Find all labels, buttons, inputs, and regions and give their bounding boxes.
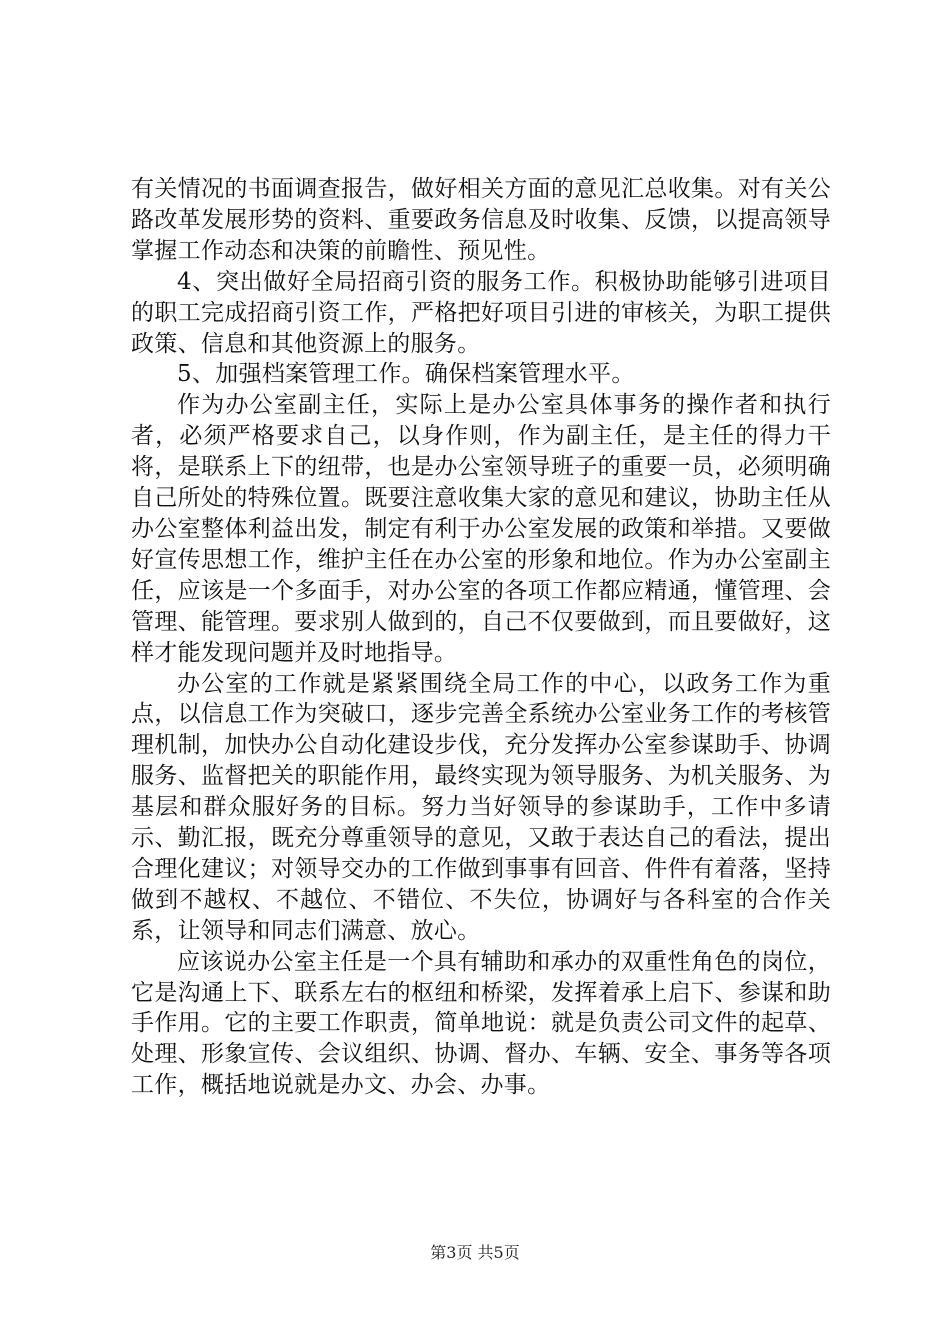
paragraph-item-4: 4、突出做好全局招商引资的服务工作。积极协助能够引进项目的职工完成招商引资工作，严格把好项目引进的审核关，为职工提供政策、信息和其他资源上的服务。 xyxy=(131,268,831,357)
paragraph-deputy-director: 作为办公室副主任，实际上是办公室具体事务的操作者和执行者，必须严格要求自己，以身作则，作为副主任，是主任的得力干将，是联系上下的纽带，也是办公室领导班子的重要一员，必须明确自己所处的特殊位置。既要注意收集大家的意见和建议，协助主任从办公室整体利益出发，制定有利于办公室发展的政策和举措。又要做好宣传思想工作，维护主任在办公室的形象和地位。作为办公室副主任，应该是一个多面手，对办公室的各项工作都应精通，懂管理、会管理、能管理。要求别人做到的，自己不仅要做到，而且要做好，这样才能发现问题并及时地指导。 xyxy=(131,392,831,666)
paragraph-item-5: 5、加强档案管理工作。确保档案管理水平。 xyxy=(177,361,635,388)
page-footer: 第3页 共5页 xyxy=(430,1243,520,1262)
document-body xyxy=(131,174,831,1101)
paragraph-office-work: 办公室的工作就是紧紧围绕全局工作的中心，以政务工作为重点，以信息工作为突破口，逐步完善全系统办公室业务工作的考核管理机制，加快办公自动化建设步伐，充分发挥办公室参谋助手、协调服务、监督把关的职能作用，最终实现为领导服务、为机关服务、为基层和群众服好务的目标。努力当好领导的参谋助手，工作中多请示、勤汇报，既充分尊重领导的意见，又敢于表达自己的看法，提出合理化建议；对领导交办的工作做到事事有回音、件件有着落，坚持做到不越权、不越位、不错位、不失位，协调好与各科室的合作关系，让领导和同志们满意、放心。 xyxy=(131,670,831,944)
paragraph-office-director-role: 应该说办公室主任是一个具有辅助和承办的双重性角色的岗位，它是沟通上下、联系左右的枢纽和桥梁，发挥着承上启下、参谋和助手作用。它的主要工作职责，简单地说：就是负责公司文件的起草、处理、形象宣传、会议组织、协调、督办、车辆、安全、事务等各项工作，概括地说就是办文、办会、办事。 xyxy=(131,948,831,1099)
paragraph-continuation: 有关情况的书面调查报告，做好相关方面的意见汇总收集。对有关公路改革发展形势的资料、重要政务信息及时收集、反馈，以提高领导掌握工作动态和决策的前瞻性、预见性。 xyxy=(131,176,831,264)
